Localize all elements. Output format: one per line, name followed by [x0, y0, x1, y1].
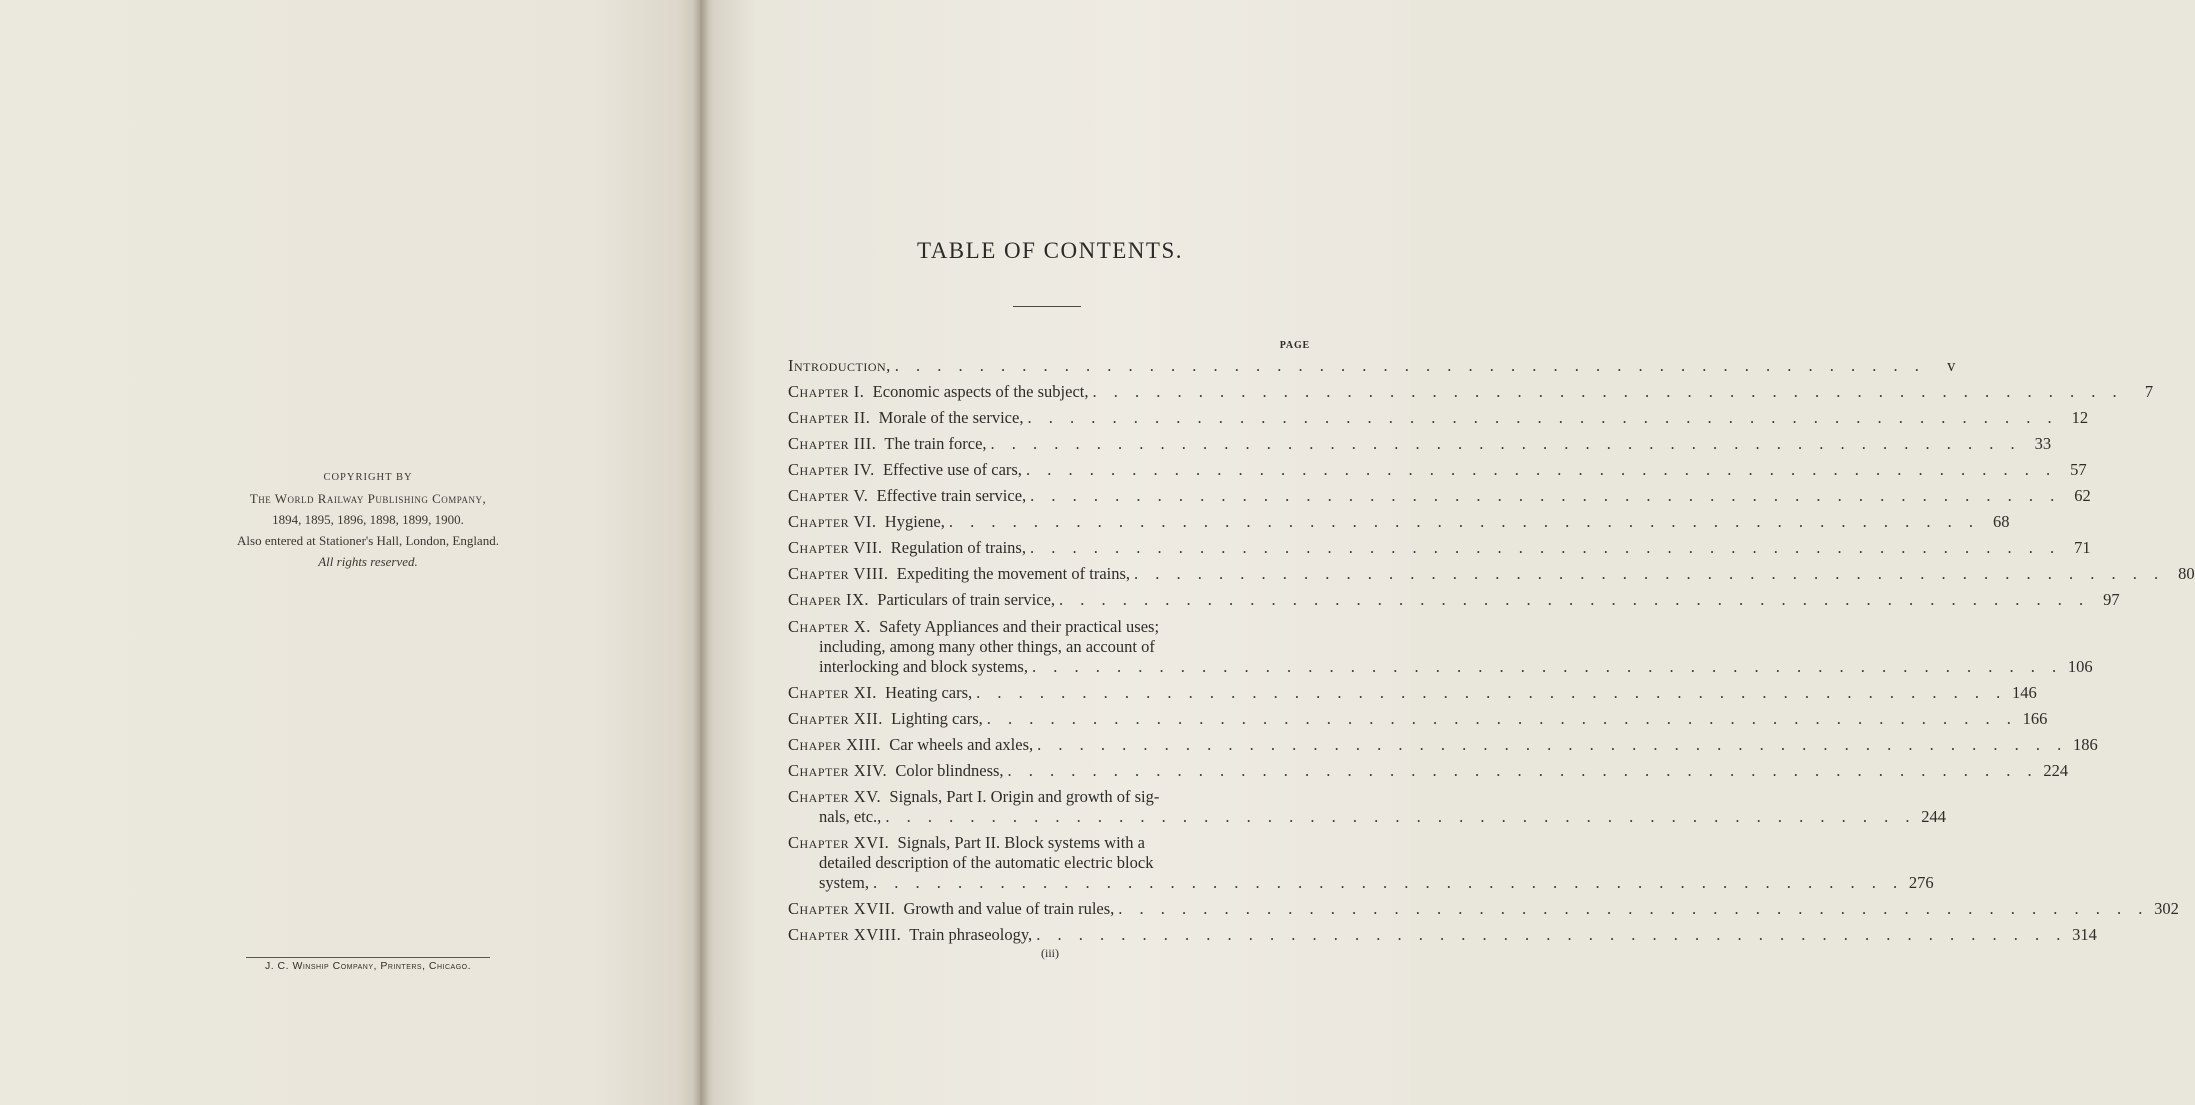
toc-leader-dots: . . . . . . . . . . . . . . . . . . . . . . . . . . . . . . . . . . . . . . . . . . . . . . . . .: [894, 356, 1926, 375]
toc-title: The train force,: [884, 434, 987, 453]
toc-entry-chapter-4: [788, 460, 2087, 480]
copyright-heading: COPYRIGHT BY: [323, 472, 413, 483]
toc-leader-dots: . . . . . . . . . . . . . . . . . . . . . . . . . . . . . . . . . . . . . . . . . . . . . . . . .: [1007, 761, 2039, 780]
toc-page-number: 276: [1908, 873, 1934, 892]
toc-page-number: 7: [2144, 382, 2154, 401]
toc-entry-chapter-11: [788, 683, 2037, 703]
toc-title: Regulation of trains,: [890, 538, 1026, 557]
toc-entry-chapter-17: [788, 899, 2179, 919]
toc-title: Morale of the service,: [878, 408, 1024, 427]
book-gutter: [693, 0, 709, 1105]
toc-entry-chapter-12: [788, 709, 2048, 729]
toc-page-number: 186: [2073, 735, 2098, 754]
toc-title: Signals, Part I. Origin and growth of sig-: [889, 787, 1160, 806]
toc-chapter: Chapter XII.: [788, 709, 883, 728]
toc-chapter: Chapter V.: [788, 486, 869, 505]
toc-leader-dots: . . . . . . . . . . . . . . . . . . . . . . . . . . . . . . . . . . . . . . . . . . . . . . . . .: [1027, 408, 2059, 427]
toc-leader-dots: . . . . . . . . . . . . . . . . . . . . . . . . . . . . . . . . . . . . . . . . . . . . . . . . .: [1059, 590, 2090, 609]
toc-title: Economic aspects of the subject,: [872, 382, 1089, 401]
toc-entry-chapter-9: [788, 590, 2120, 610]
toc-page-number: 224: [2043, 761, 2069, 780]
toc-chapter: Chapter XI.: [788, 683, 877, 702]
toc-page-number: 57: [2070, 460, 2087, 479]
toc-title: Expediting the movement of trains,: [896, 564, 1131, 583]
left-page: [0, 0, 700, 1105]
copyright-holder: The World Railway Publishing Company,: [249, 491, 487, 506]
toc-entry-chapter-2: [788, 408, 2089, 428]
toc-chapter: Chapter XVII.: [788, 899, 896, 918]
toc-title: Lighting cars,: [891, 709, 983, 728]
stationers-hall-note: Also entered at Stationer's Hall, London, England.: [237, 533, 499, 548]
toc-leader-dots: . . . . . . . . . . . . . . . . . . . . . . . . . . . . . . . . . . . . . . . . . . . . . . . . .: [1030, 486, 2061, 505]
toc-entry-chapter-16: [788, 833, 1934, 893]
toc-chapter: Chapter XVIII.: [788, 925, 902, 944]
toc-chapter: Chapter X.: [788, 617, 871, 636]
toc-leader-dots: . . . . . . . . . . . . . . . . . . . . . . . . . . . . . . . . . . . . . . . . . . . . . . . . .: [990, 434, 2022, 453]
toc-leader-dots: . . . . . . . . . . . . . . . . . . . . . . . . . . . . . . . . . . . . . . . . . . . . . . . . .: [1031, 657, 2063, 676]
toc-title: Signals, Part II. Block systems with a: [897, 833, 1145, 852]
copyright-years: 1894, 1895, 1896, 1898, 1899, 1900.: [272, 512, 464, 527]
page-title: TABLE OF CONTENTS.: [916, 238, 1184, 263]
toc-leader-dots: . . . . . . . . . . . . . . . . . . . . . . . . . . . . . . . . . . . . . . . . . . . . . . . . .: [948, 512, 1980, 531]
toc-page-number: 68: [1992, 512, 2010, 531]
toc-leader-dots: . . . . . . . . . . . . . . . . . . . . . . . . . . . . . . . . . . . . . . . . . . . . . . . . .: [976, 683, 2007, 702]
toc-chapter: Chapter VIII.: [788, 564, 889, 583]
toc-title: Color blindness,: [895, 761, 1004, 780]
toc-chapter: Chapter II.: [788, 408, 871, 427]
printer-divider: [246, 957, 490, 958]
toc-entry-chapter-3: [788, 434, 2052, 454]
toc-page-number: 166: [2022, 709, 2048, 728]
toc-chapter: Introduction,: [788, 356, 891, 375]
toc-entry-chapter-10: [788, 617, 2093, 677]
toc-entry-chapter-8: [788, 564, 2195, 584]
toc-chapter: Chapter VII.: [788, 538, 883, 557]
toc-title-line-3: system,: [819, 873, 869, 892]
toc-leader-dots: . . . . . . . . . . . . . . . . . . . . . . . . . . . . . . . . . . . . . . . . . . . . . . . . .: [1092, 382, 2124, 401]
toc-chapter: Chapter IV.: [788, 460, 875, 479]
toc-title: Hygiene,: [884, 512, 945, 531]
toc-page-number: 244: [1921, 807, 1946, 826]
toc-page-number: 97: [2103, 590, 2120, 609]
toc-title-line-2: detailed description of the automatic electric block: [819, 853, 1154, 872]
toc-page-number: 302: [2154, 899, 2179, 918]
toc-leader-dots: . . . . . . . . . . . . . . . . . . . . . . . . . . . . . . . . . . . . . . . . . . . . . . . . .: [1029, 538, 2061, 557]
toc-title: Effective use of cars,: [882, 460, 1022, 479]
toc-title: Particulars of train service,: [877, 590, 1056, 609]
toc-chapter: Chapter VI.: [788, 512, 877, 531]
toc-page-number: 71: [2074, 538, 2091, 557]
toc-chapter: Chaper IX.: [788, 590, 870, 609]
toc-leader-dots: . . . . . . . . . . . . . . . . . . . . . . . . . . . . . . . . . . . . . . . . . . . . . . . . .: [1036, 925, 2067, 944]
toc-leader-dots: . . . . . . . . . . . . . . . . . . . . . . . . . . . . . . . . . . . . . . . . . . . . . . . . .: [885, 807, 1916, 826]
page-column-heading: PAGE: [1279, 340, 1310, 351]
toc-leader-dots: . . . . . . . . . . . . . . . . . . . . . . . . . . . . . . . . . . . . . . . . . . . . . . . . .: [1134, 564, 2165, 583]
toc-chapter: Chapter XIV.: [788, 761, 888, 780]
toc-title: Growth and value of train rules,: [903, 899, 1115, 918]
toc-leader-dots: . . . . . . . . . . . . . . . . . . . . . . . . . . . . . . . . . . . . . . . . . . . . . . . . .: [1025, 460, 2057, 479]
title-divider: [1013, 306, 1081, 307]
toc-entry-chapter-18: [788, 925, 2097, 945]
toc-entry-chapter-7: [788, 538, 2091, 558]
rights-reserved: All rights reserved.: [318, 554, 418, 569]
toc-leader-dots: . . . . . . . . . . . . . . . . . . . . . . . . . . . . . . . . . . . . . . . . . . . . . . . . .: [872, 873, 1904, 892]
toc-title: Train phraseology,: [909, 925, 1033, 944]
toc-title: Heating cars,: [885, 683, 973, 702]
toc-entry-chapter-6: [788, 512, 2010, 532]
toc-entry-chapter-13: [788, 735, 2098, 755]
toc-chapter: Chapter XV.: [788, 787, 882, 806]
toc-page-number: 146: [2012, 683, 2037, 702]
toc-page-number: 33: [2034, 434, 2052, 453]
printer-credit: J. C. Winship Company, Printers, Chicago.: [264, 960, 472, 972]
toc-chapter: Chapter III.: [788, 434, 877, 453]
toc-entry-chapter-15: [788, 787, 1946, 827]
toc-title-line-2: nals, etc.,: [819, 807, 882, 826]
copyright-notice: [180, 467, 556, 572]
toc-leader-dots: . . . . . . . . . . . . . . . . . . . . . . . . . . . . . . . . . . . . . . . . . . . . . . . . .: [1118, 899, 2149, 918]
toc-chapter: Chapter I.: [788, 382, 865, 401]
toc-title: Effective train service,: [876, 486, 1027, 505]
toc-chapter: Chaper XIII.: [788, 735, 881, 754]
toc-page-number: 12: [2071, 408, 2089, 427]
toc-page-number: 80: [2178, 564, 2195, 583]
toc-chapter: Chapter XVI.: [788, 833, 890, 852]
toc-entry-introduction: [788, 356, 1956, 376]
toc-entry-chapter-1: [788, 382, 2154, 402]
toc-title-line-2: including, among many other things, an account of: [819, 637, 1155, 656]
toc-page-number: 314: [2072, 925, 2097, 944]
toc-page-number: 62: [2074, 486, 2091, 505]
toc-title-line-3: interlocking and block systems,: [819, 657, 1028, 676]
toc-page-number: v: [1947, 356, 1956, 375]
toc-leader-dots: . . . . . . . . . . . . . . . . . . . . . . . . . . . . . . . . . . . . . . . . . . . . . . . . .: [1037, 735, 2068, 754]
toc-leader-dots: . . . . . . . . . . . . . . . . . . . . . . . . . . . . . . . . . . . . . . . . . . . . . . . . .: [986, 709, 2018, 728]
toc-entry-chapter-14: [788, 761, 2069, 781]
toc-title: Car wheels and axles,: [889, 735, 1034, 754]
toc-entry-chapter-5: [788, 486, 2091, 506]
page-folio: (iii): [1041, 946, 1059, 960]
toc-title: Safety Appliances and their practical uses;: [879, 617, 1160, 636]
toc-page-number: 106: [2067, 657, 2093, 676]
